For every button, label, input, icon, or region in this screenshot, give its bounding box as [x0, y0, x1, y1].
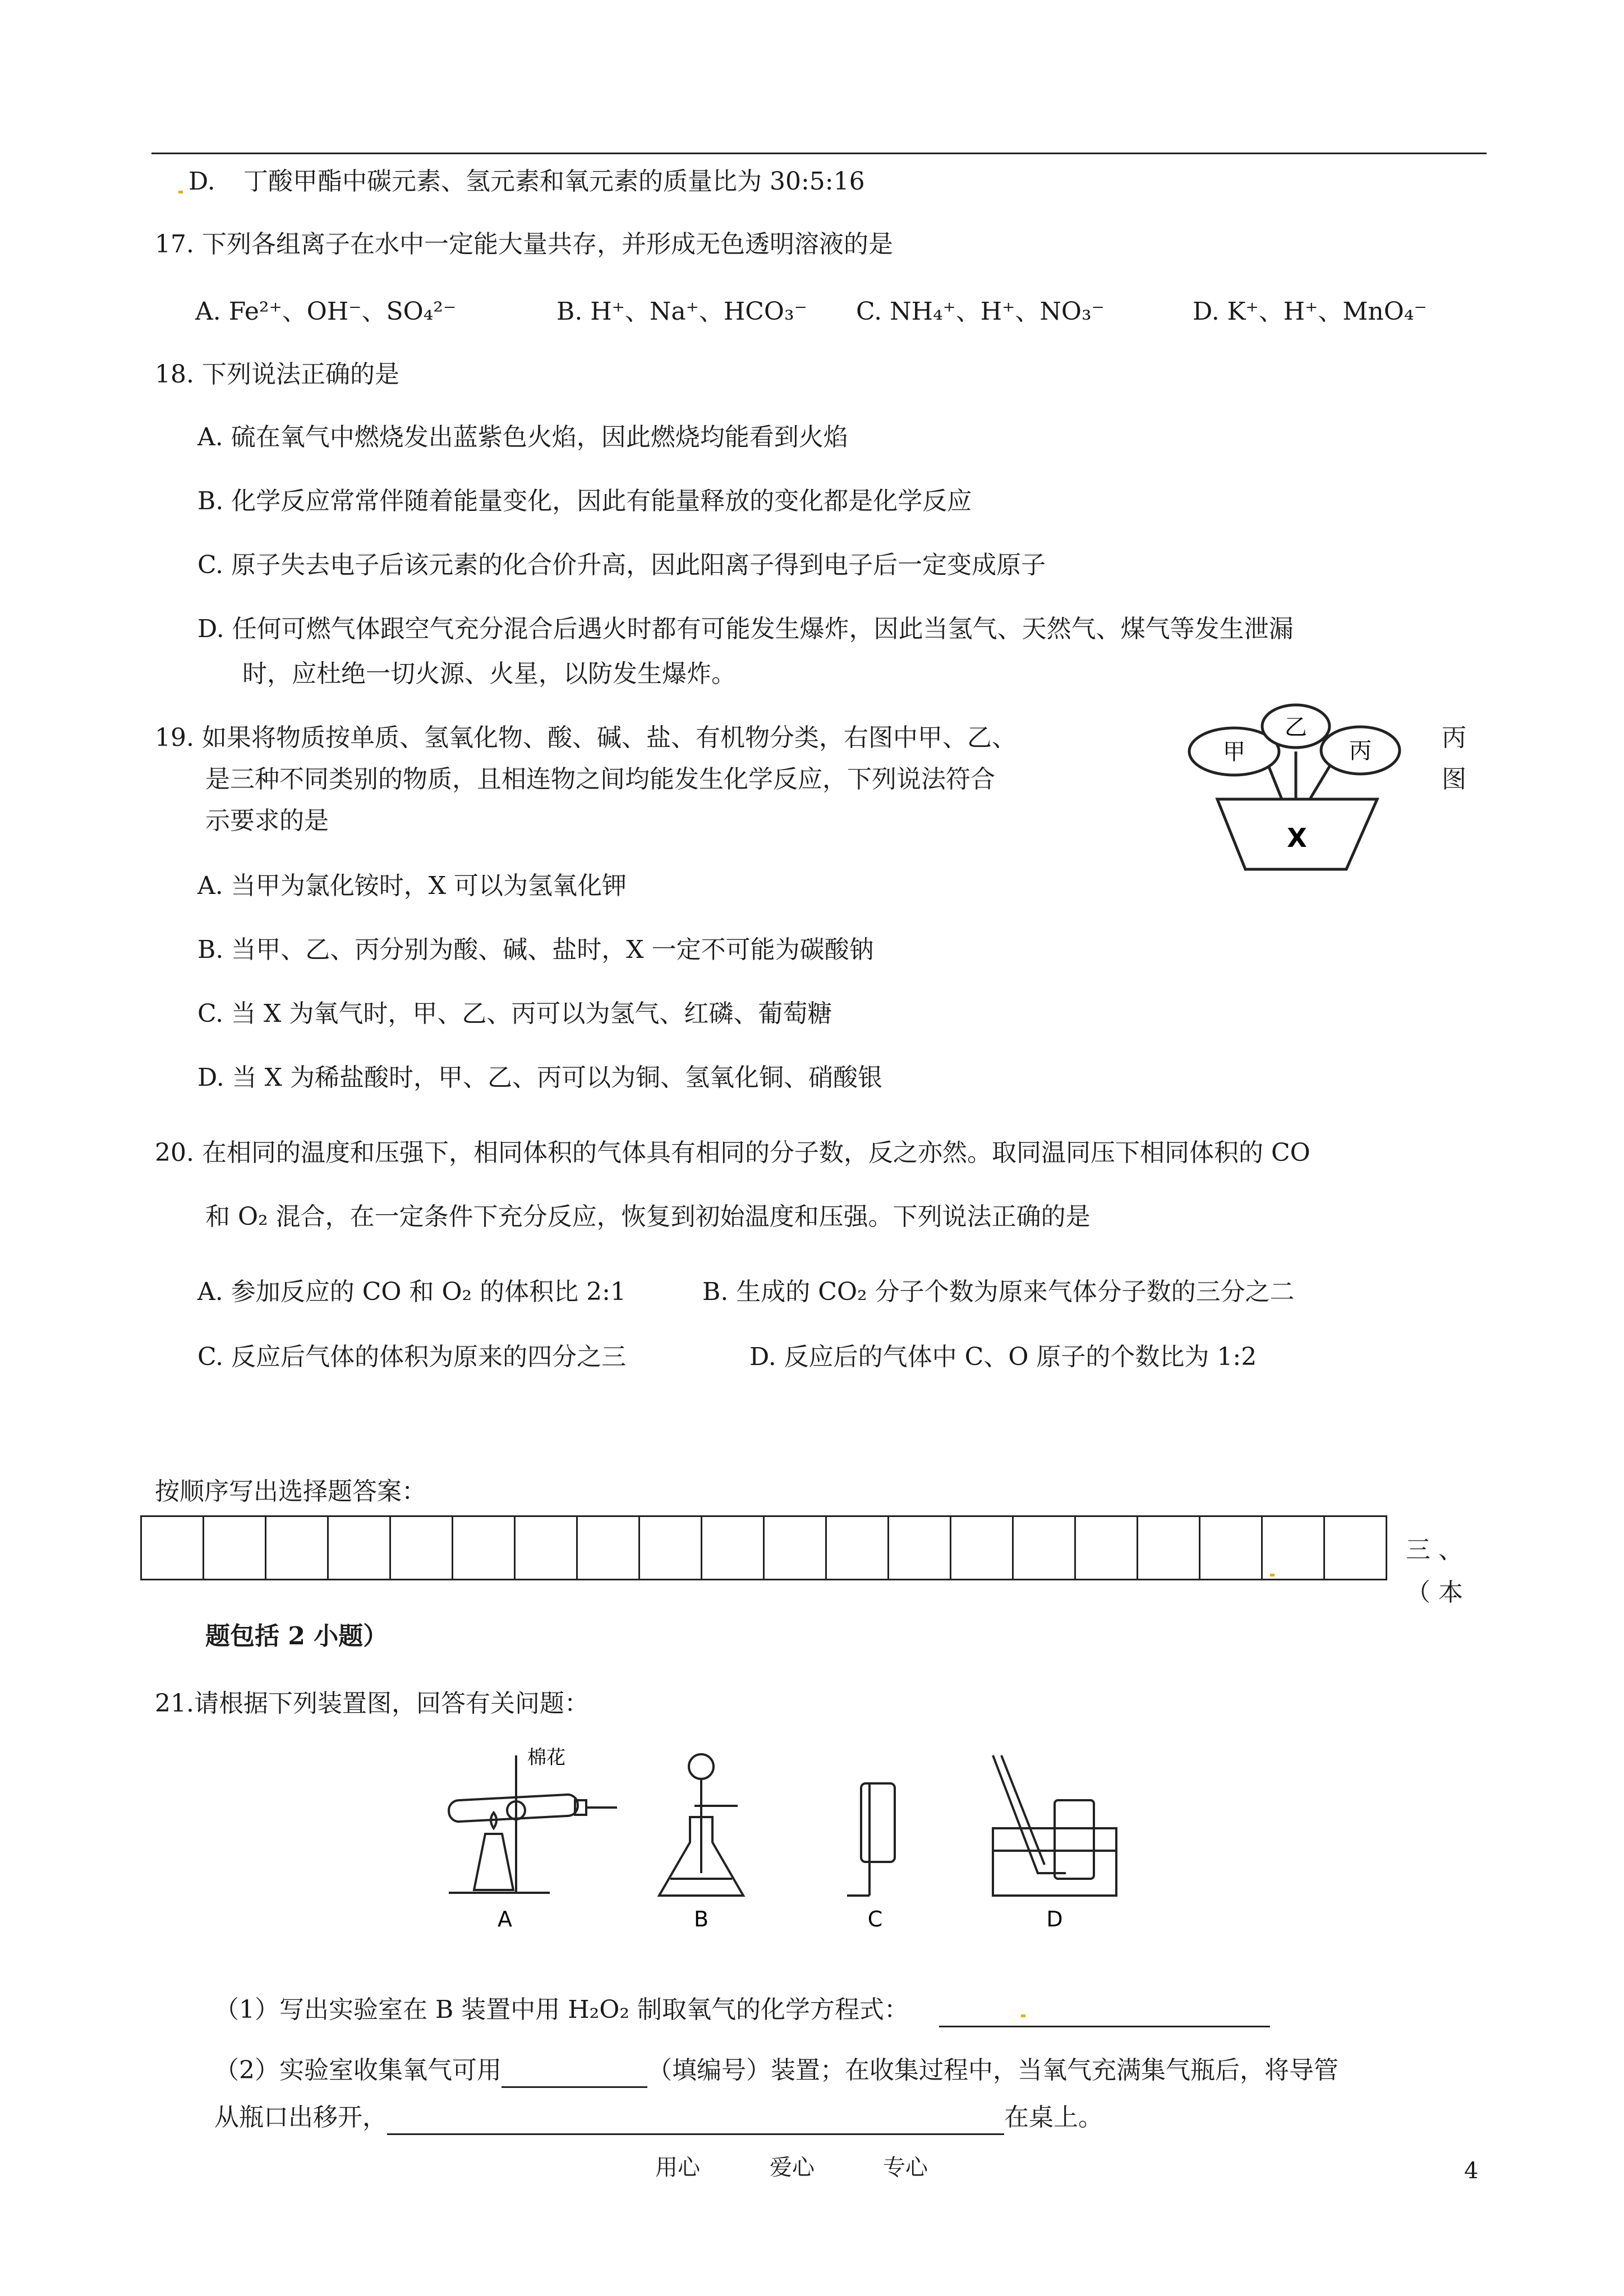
footer-slogan-2: 爱心	[770, 2155, 815, 2180]
q17-option-a: A. Fe²⁺、OH⁻、SO₄²⁻	[195, 297, 457, 326]
q21-stem: 21.请根据下列装置图，回答有关问题：	[155, 1689, 589, 1718]
q18-option-d-line1: D. 任何可燃气体跟空气充分混合后遇火时都有可能发生爆炸，因此当氢气、天然气、煤气等发生泄漏	[197, 615, 1294, 643]
x-label: X	[1287, 823, 1307, 853]
scan-speck	[1021, 2014, 1025, 2017]
apparatus-label-c: C	[867, 1907, 883, 1929]
q19-option-b: B. 当甲、乙、丙分别为酸、碱、盐时，X 一定不可能为碳酸钠	[197, 935, 874, 964]
answer-cell[interactable]	[640, 1516, 702, 1580]
bing-label: 丙	[1349, 738, 1372, 764]
q19-stem-line1-end: 丙	[1442, 723, 1466, 752]
answer-cell[interactable]	[1075, 1516, 1138, 1580]
answer-cell[interactable]	[764, 1516, 826, 1580]
q20-option-d: D. 反应后的气体中 C、O 原子的个数比为 1:2	[749, 1343, 1257, 1371]
answer-cell[interactable]	[826, 1516, 889, 1580]
q19-option-a: A. 当甲为氯化铵时，X 可以为氢氧化钾	[197, 872, 627, 900]
q16-option-d-text: 丁酸甲酯中碳元素、氢元素和氧元素的质量比为 30:5:16	[243, 167, 865, 196]
apparatus-d	[993, 1755, 1116, 1896]
page-number: 4	[1464, 2158, 1479, 2184]
apparatus-c	[847, 1783, 895, 1896]
q21-part1	[214, 1994, 1270, 2027]
q19-stem-line1: 19. 如果将物质按单质、氢氧化物、酸、碱、盐、有机物分类，右图中甲、乙、	[155, 723, 1016, 752]
answer-cell[interactable]	[1013, 1516, 1075, 1580]
answer-cell[interactable]	[951, 1516, 1013, 1580]
q21-part2-device-blank[interactable]	[502, 2055, 647, 2088]
q19-stem-line3: 示要求的是	[205, 806, 329, 835]
q21-part1-answer-blank[interactable]	[939, 1994, 1270, 2027]
q18-option-b: B. 化学反应常常伴随着能量变化，因此有能量释放的变化都是化学反应	[197, 487, 972, 515]
apparatus-label-b: B	[693, 1907, 709, 1929]
q18-stem: 18. 下列说法正确的是	[155, 360, 399, 389]
q19-stem-line2-end: 图	[1442, 765, 1466, 794]
q18-option-c: C. 原子失去电子后该元素的化合价升高，因此阳离子得到电子后一定变成原子	[197, 551, 1046, 579]
apparatus-label-d: D	[1046, 1907, 1063, 1929]
answer-cell[interactable]	[1324, 1516, 1387, 1580]
jia-label: 甲	[1223, 739, 1245, 765]
q19-option-d: D. 当 X 为稀盐酸时，甲、乙、丙可以为铜、氢氧化铜、硝酸银	[197, 1063, 882, 1092]
q19-classification-diagram	[1161, 701, 1419, 886]
apparatus-a	[448, 1755, 617, 1893]
q20-option-c: C. 反应后气体的体积为原来的四分之三	[197, 1343, 627, 1371]
answer-cell[interactable]	[141, 1516, 204, 1580]
q20-stem-line1: 20. 在相同的温度和压强下，相同体积的气体具有相同的分子数，反之亦然。取同温同压下相同体积的 CO	[155, 1138, 1310, 1167]
q21-part2-line1	[214, 2055, 1338, 2088]
answer-cell[interactable]	[204, 1516, 266, 1580]
cotton-note: 棉花	[527, 1746, 565, 1769]
apparatus-label-a: A	[498, 1907, 512, 1929]
q17-option-d: D. K⁺、H⁺、MnO₄⁻	[1193, 297, 1427, 326]
answer-cell[interactable]	[328, 1516, 390, 1580]
q20-option-a: A. 参加反应的 CO 和 O₂ 的体积比 2:1	[197, 1278, 626, 1306]
q20-stem-line2: 和 O₂ 混合，在一定条件下充分反应，恢复到初始温度和压强。下列说法正确的是	[205, 1202, 1091, 1231]
q17-stem: 17. 下列各组离子在水中一定能大量共存，并形成无色透明溶液的是	[155, 230, 893, 259]
q21-apparatus-figure	[432, 1744, 1206, 1929]
q18-option-d-line2: 时，应杜绝一切火源、火星，以防发生爆炸。	[242, 660, 736, 688]
q20-option-b: B. 生成的 CO₂ 分子个数为原来气体分子数的三分之二	[702, 1278, 1295, 1306]
section-heading-side-1: 三 、	[1406, 1536, 1463, 1564]
answer-grid	[140, 1515, 1387, 1580]
q21-part2-action-blank[interactable]	[387, 2102, 1004, 2135]
q19-option-c: C. 当 X 为氧气时，甲、乙、丙可以为氢气、红磷、葡萄糖	[197, 999, 832, 1028]
footer-slogan-1: 用心	[655, 2155, 700, 2180]
answer-cell[interactable]	[1262, 1516, 1324, 1580]
answers-prompt: 按顺序写出选择题答案：	[155, 1477, 426, 1506]
q21-part2d-text: 在桌上。	[1004, 2103, 1103, 2132]
header-rule	[151, 153, 1487, 154]
scan-speck	[1270, 1574, 1275, 1576]
q21-part2a-text: （2）实验室收集氧气可用	[214, 2056, 502, 2085]
q21-part2b-text: （填编号）装置；在收集过程中，当氧气充满集气瓶后，将导管	[647, 2056, 1338, 2085]
q19-stem-line2: 是三种不同类别的物质，且相连物之间均能发生化学反应，下列说法符合	[205, 765, 995, 794]
q17-option-c: C. NH₄⁺、H⁺、NO₃⁻	[856, 297, 1105, 326]
answer-cell[interactable]	[515, 1516, 577, 1580]
answer-cell[interactable]	[266, 1516, 328, 1580]
section-heading-cont: 题包括 2 小题）	[205, 1622, 388, 1650]
answer-cell[interactable]	[1138, 1516, 1200, 1580]
footer-slogan-3: 专心	[883, 2155, 928, 2180]
q17-option-b: B. H⁺、Na⁺、HCO₃⁻	[556, 297, 807, 326]
answer-cell[interactable]	[577, 1516, 640, 1580]
q18-option-a: A. 硫在氧气中燃烧发出蓝紫色火焰，因此燃烧均能看到火焰	[197, 423, 848, 451]
q21-part2c-text: 从瓶口出移开，	[214, 2103, 387, 2132]
scan-speck	[178, 191, 183, 193]
yi-label: 乙	[1285, 714, 1307, 740]
answer-cell[interactable]	[390, 1516, 453, 1580]
answer-cell[interactable]	[453, 1516, 515, 1580]
q21-part1-text: （1）写出实验室在 B 装置中用 H₂O₂ 制取氧气的化学方程式：	[214, 1995, 909, 2024]
q21-part2-line2	[214, 2102, 1103, 2135]
q16-option-d-label: D.	[188, 167, 215, 196]
answer-cell[interactable]	[702, 1516, 764, 1580]
answer-cell[interactable]	[1200, 1516, 1262, 1580]
section-heading-side-2: （ 本	[1406, 1578, 1463, 1607]
answer-cell[interactable]	[889, 1516, 951, 1580]
apparatus-b	[659, 1754, 743, 1896]
